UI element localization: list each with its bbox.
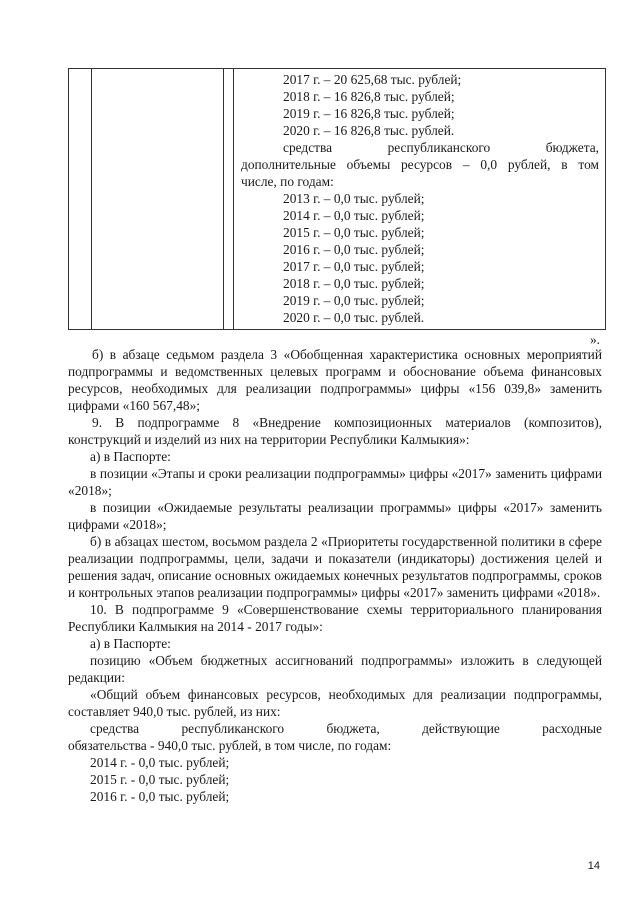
budget-line: 2020 г. – 16 826,8 тыс. рублей. — [283, 123, 455, 138]
budget-line: 2017 г. – 20 625,68 тыс. рублей; — [283, 72, 462, 87]
year-line: 2016 г. - 0,0 тыс. рублей; — [90, 789, 230, 804]
budget-line: 2019 г. – 16 826,8 тыс. рублей; — [283, 106, 455, 121]
year-line: 2014 г. - 0,0 тыс. рублей; — [90, 755, 230, 770]
budget-line: 2020 г. – 0,0 тыс. рублей. — [283, 310, 425, 325]
additional-funds-line: средства республиканского бюджета, — [283, 140, 599, 155]
document-body — [68, 346, 602, 805]
table-budget-cell — [241, 71, 599, 326]
year-line: 2015 г. - 0,0 тыс. рублей; — [90, 772, 230, 787]
budget-line: 2015 г. – 0,0 тыс. рублей; — [283, 225, 425, 240]
additional-funds-line: числе, по годам: — [241, 174, 334, 189]
paragraph: в позиции «Ожидаемые результаты реализации программы» цифры «2017» заменить цифрами «2018»; — [68, 500, 602, 532]
budget-table — [68, 68, 606, 330]
budget-line: 2018 г. – 16 826,8 тыс. рублей; — [283, 89, 455, 104]
paragraph: 10. В подпрограмме 9 «Совершенствование схемы территориального планирования Республики Калмыкия на 2014 - 2017 годы»: — [68, 602, 602, 634]
page-number: 14 — [587, 860, 600, 872]
paragraph: 9. В подпрограмме 8 «Внедрение композиционных материалов (композитов), конструкций и изделий из них на территории Республики Калмыкия»: — [68, 415, 602, 447]
table-column-divider — [223, 69, 224, 329]
paragraph: а) в Паспорте: — [90, 449, 171, 464]
budget-line: 2014 г. – 0,0 тыс. рублей; — [283, 208, 425, 223]
paragraph: б) в абзацах шестом, восьмом раздела 2 «Приоритеты государственной политики в сфере реализации подпрограммы, цели, задачи и показатели (индикаторы) достижения целей и решения задач, описание основных ожидаемых конечных результатов подпрограммы, сроков и контрольных этапов реализации подпрограммы» цифры «2017» заменить цифрами «2018». — [68, 534, 602, 600]
table-column-divider — [233, 69, 234, 329]
budget-line: 2017 г. – 0,0 тыс. рублей; — [283, 259, 425, 274]
budget-line: 2019 г. – 0,0 тыс. рублей; — [283, 293, 425, 308]
paragraph: позицию «Объем бюджетных ассигнований подпрограммы» изложить в следующей редакции: — [68, 653, 602, 685]
table-closing-mark: ». — [589, 332, 600, 347]
table-column-divider — [91, 69, 92, 329]
additional-funds-line: дополнительные объемы ресурсов – 0,0 рублей, в том — [241, 157, 599, 172]
budget-line: 2016 г. – 0,0 тыс. рублей; — [283, 242, 425, 257]
budget-line: 2013 г. – 0,0 тыс. рублей; — [283, 191, 425, 206]
paragraph: в позиции «Этапы и сроки реализации подпрограммы» цифры «2017» заменить цифрами «2018»; — [68, 466, 602, 498]
paragraph-line: средства республиканского бюджета, действующие расходные — [90, 721, 602, 736]
paragraph: а) в Паспорте: — [90, 636, 171, 651]
paragraph: б) в абзаце седьмом раздела 3 «Обобщенная характеристика основных мероприятий подпрограммы и ведомственных целевых программ и обоснование объема финансовых ресурсов, необходимых для реализации подпрограммы» цифры «156 039,8» заменить цифрами «160 567,48»; — [68, 347, 602, 413]
budget-line: 2018 г. – 0,0 тыс. рублей; — [283, 276, 425, 291]
paragraph: «Общий объем финансовых ресурсов, необходимых для реализации подпрограммы, составляет 940,0 тыс. рублей, из них: — [68, 687, 602, 719]
paragraph-line: обязательства - 940,0 тыс. рублей, в том числе, по годам: — [68, 738, 392, 753]
